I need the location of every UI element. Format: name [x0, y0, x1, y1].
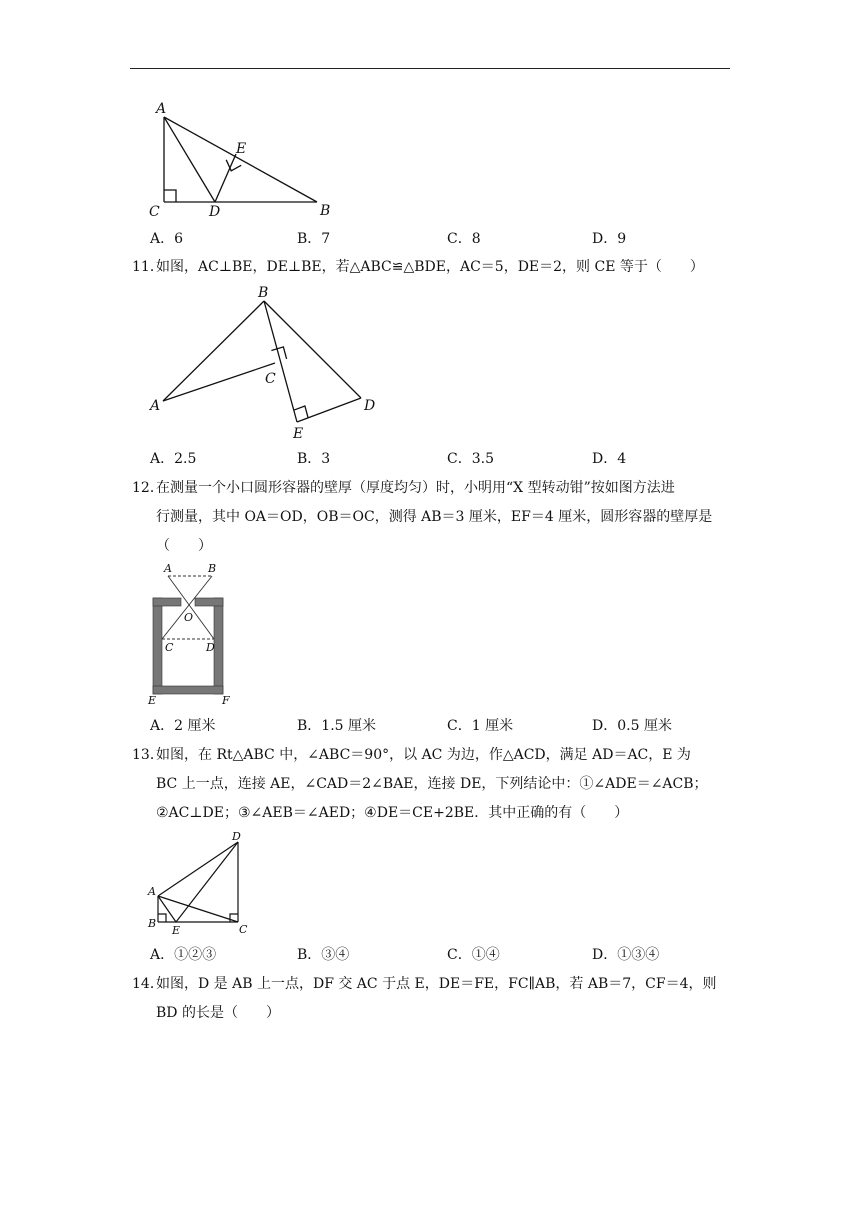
q10-option-d: D．9 — [592, 231, 627, 247]
q10-option-a: A．6 — [150, 231, 184, 247]
q12-options — [150, 716, 750, 736]
question-13 — [132, 741, 732, 828]
q10-label-d: D — [209, 204, 221, 220]
q11-line-1: 如图，AC⊥BE，DE⊥BE，若△ABC≌△BDE，AC＝5，DE＝2，则 CE 等于（ ） — [156, 259, 704, 275]
q14-line-2: BD 的长是（ ） — [156, 1005, 280, 1021]
q11-option-c: C．3.5 — [447, 451, 494, 467]
q13-option-b: B．③④ — [297, 947, 350, 963]
q12-option-d: D．0.5 厘米 — [592, 718, 672, 734]
q13-line-1: 如图，在 Rt△ABC 中，∠ABC＝90°，以 AC 为边，作△ACD，满足 AD＝AC，E 为 — [156, 747, 691, 763]
q12-label-f: F — [222, 694, 230, 707]
q12-label-d: D — [206, 641, 215, 654]
question-14 — [132, 970, 732, 1028]
q14-number: 14． — [132, 976, 164, 992]
q13-label-e: E — [172, 924, 181, 937]
q11-options — [150, 449, 750, 469]
question-11 — [132, 253, 732, 282]
q12-label-a: A — [164, 562, 172, 575]
q10-options — [150, 229, 750, 249]
q11-figure — [140, 280, 390, 445]
q11-option-b: B．3 — [297, 451, 331, 467]
q11-label-c: C — [265, 371, 276, 387]
q11-label-b: B — [258, 285, 269, 301]
q11-option-d: D．4 — [592, 451, 627, 467]
header-rule — [130, 68, 730, 69]
q13-label-b: B — [148, 917, 157, 930]
q13-option-a: A．①②③ — [150, 947, 217, 963]
q10-figure — [140, 98, 340, 223]
q10-label-c: C — [149, 204, 160, 220]
q11-label-e: E — [293, 426, 304, 442]
q10-option-b: B．7 — [297, 231, 331, 247]
q13-options — [150, 945, 750, 965]
q12-option-b: B．1.5 厘米 — [297, 718, 377, 734]
q11-number: 11． — [132, 259, 164, 275]
q13-line-3: ②AC⊥DE；③∠AEB＝∠AED；④DE＝CE+2BE．其中正确的有（ ） — [156, 805, 629, 821]
q10-label-a: A — [156, 101, 167, 117]
q11-label-a: A — [150, 398, 161, 414]
q10-label-b: B — [320, 203, 331, 219]
q13-number: 13． — [132, 747, 164, 763]
q12-line-3: （ ） — [156, 538, 212, 554]
q12-label-b: B — [208, 562, 217, 575]
q12-label-c: C — [165, 641, 174, 654]
q10-label-e: E — [236, 141, 247, 157]
q13-label-d: D — [232, 830, 241, 843]
q12-figure — [140, 560, 250, 710]
q13-option-d: D．①③④ — [592, 947, 660, 963]
q13-option-c: C．①④ — [447, 947, 500, 963]
q12-line-2: 行测量，其中 OA＝OD，OB＝OC，测得 AB＝3 厘米，EF＝4 厘米，圆形容器的壁厚是 — [156, 509, 713, 525]
q12-option-a: A．2 厘米 — [150, 718, 216, 734]
q12-option-c: C．1 厘米 — [447, 718, 514, 734]
q13-label-a: A — [148, 885, 156, 898]
q12-label-e: E — [148, 694, 157, 707]
q13-label-c: C — [239, 923, 248, 936]
question-12 — [132, 474, 732, 561]
q12-line-1: 在测量一个小口圆形容器的壁厚（厚度均匀）时，小明用“X 型转动钳”按如图方法进 — [156, 480, 675, 496]
q11-option-a: A．2.5 — [150, 451, 197, 467]
q13-line-2: BC 上一点，连接 AE，∠CAD＝2∠BAE，连接 DE，下列结论中：①∠ADE＝∠ACB； — [156, 776, 708, 792]
q14-line-1: 如图，D 是 AB 上一点，DF 交 AC 于点 E，DE＝FE，FC∥AB，若 AB＝7，CF＝4，则 — [156, 976, 717, 992]
q13-figure — [140, 828, 255, 938]
q12-label-o: O — [184, 611, 194, 624]
q11-label-d: D — [364, 398, 376, 414]
q12-number: 12． — [132, 480, 164, 496]
q10-option-c: C．8 — [447, 231, 481, 247]
